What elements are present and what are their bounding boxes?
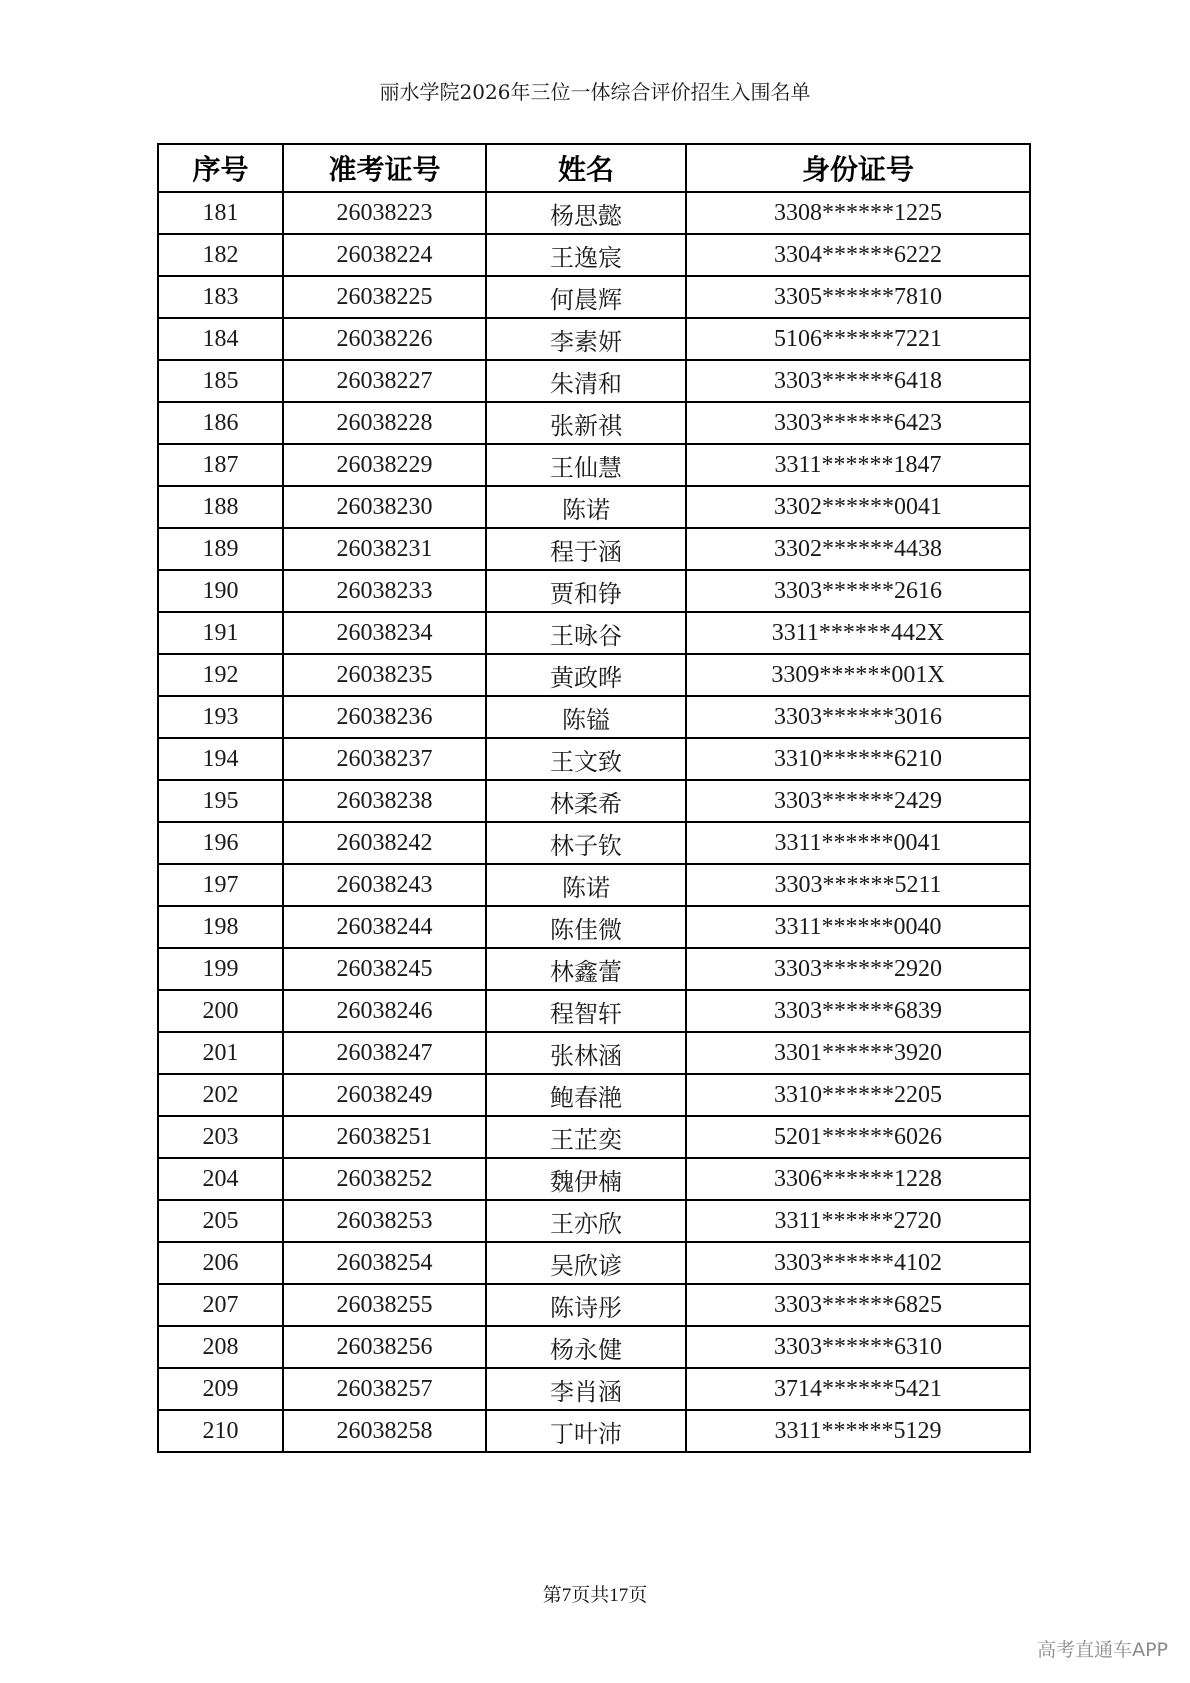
table-row xyxy=(158,1032,1030,1074)
cell-seq: 202 xyxy=(158,1074,283,1116)
table-row xyxy=(158,1158,1030,1200)
cell-id-no: 3311******0040 xyxy=(686,906,1030,948)
cell-id-no: 3303******6825 xyxy=(686,1284,1030,1326)
cell-seq: 181 xyxy=(158,192,283,234)
table-row xyxy=(158,1410,1030,1452)
cell-seq: 205 xyxy=(158,1200,283,1242)
cell-seq: 196 xyxy=(158,822,283,864)
table-row xyxy=(158,1200,1030,1242)
cell-seq: 209 xyxy=(158,1368,283,1410)
cell-name: 杨永健 xyxy=(486,1326,686,1368)
cell-name: 王亦欣 xyxy=(486,1200,686,1242)
table-row xyxy=(158,402,1030,444)
table-row xyxy=(158,780,1030,822)
cell-id-no: 3303******6310 xyxy=(686,1326,1030,1368)
header-seq: 序号 xyxy=(158,144,283,192)
cell-exam-no: 26038228 xyxy=(283,402,486,444)
cell-name: 王逸宸 xyxy=(486,234,686,276)
cell-name: 李素妍 xyxy=(486,318,686,360)
cell-seq: 184 xyxy=(158,318,283,360)
cell-seq: 207 xyxy=(158,1284,283,1326)
cell-exam-no: 26038233 xyxy=(283,570,486,612)
cell-name: 杨思懿 xyxy=(486,192,686,234)
header-id-no: 身份证号 xyxy=(686,144,1030,192)
table-row xyxy=(158,654,1030,696)
cell-name: 黄政晔 xyxy=(486,654,686,696)
cell-exam-no: 26038235 xyxy=(283,654,486,696)
cell-seq: 208 xyxy=(158,1326,283,1368)
cell-exam-no: 26038251 xyxy=(283,1116,486,1158)
cell-id-no: 3303******2429 xyxy=(686,780,1030,822)
cell-name: 程于涵 xyxy=(486,528,686,570)
cell-name: 陈诺 xyxy=(486,486,686,528)
cell-id-no: 3310******6210 xyxy=(686,738,1030,780)
cell-id-no: 3302******4438 xyxy=(686,528,1030,570)
cell-exam-no: 26038247 xyxy=(283,1032,486,1074)
cell-exam-no: 26038227 xyxy=(283,360,486,402)
table-row xyxy=(158,486,1030,528)
header-exam-no: 准考证号 xyxy=(283,144,486,192)
cell-id-no: 3304******6222 xyxy=(686,234,1030,276)
cell-name: 张林涵 xyxy=(486,1032,686,1074)
cell-exam-no: 26038258 xyxy=(283,1410,486,1452)
cell-id-no: 5201******6026 xyxy=(686,1116,1030,1158)
cell-name: 鲍春滟 xyxy=(486,1074,686,1116)
table-header-row xyxy=(158,144,1030,192)
cell-exam-no: 26038242 xyxy=(283,822,486,864)
cell-id-no: 3303******4102 xyxy=(686,1242,1030,1284)
cell-seq: 197 xyxy=(158,864,283,906)
cell-seq: 185 xyxy=(158,360,283,402)
cell-name: 王文致 xyxy=(486,738,686,780)
cell-name: 贾和铮 xyxy=(486,570,686,612)
cell-seq: 194 xyxy=(158,738,283,780)
cell-id-no: 3306******1228 xyxy=(686,1158,1030,1200)
cell-seq: 204 xyxy=(158,1158,283,1200)
cell-name: 王仙慧 xyxy=(486,444,686,486)
cell-seq: 191 xyxy=(158,612,283,654)
cell-exam-no: 26038244 xyxy=(283,906,486,948)
cell-name: 吴欣谚 xyxy=(486,1242,686,1284)
cell-id-no: 3303******6423 xyxy=(686,402,1030,444)
cell-id-no: 5106******7221 xyxy=(686,318,1030,360)
cell-seq: 201 xyxy=(158,1032,283,1074)
cell-name: 丁叶沛 xyxy=(486,1410,686,1452)
cell-exam-no: 26038252 xyxy=(283,1158,486,1200)
cell-name: 陈镒 xyxy=(486,696,686,738)
cell-name: 程智轩 xyxy=(486,990,686,1032)
cell-id-no: 3311******0041 xyxy=(686,822,1030,864)
cell-seq: 189 xyxy=(158,528,283,570)
cell-exam-no: 26038255 xyxy=(283,1284,486,1326)
cell-id-no: 3311******1847 xyxy=(686,444,1030,486)
cell-exam-no: 26038236 xyxy=(283,696,486,738)
cell-exam-no: 26038254 xyxy=(283,1242,486,1284)
cell-seq: 193 xyxy=(158,696,283,738)
table-row xyxy=(158,570,1030,612)
cell-id-no: 3311******442X xyxy=(686,612,1030,654)
cell-exam-no: 26038229 xyxy=(283,444,486,486)
cell-name: 林鑫蕾 xyxy=(486,948,686,990)
cell-id-no: 3311******2720 xyxy=(686,1200,1030,1242)
table-row xyxy=(158,318,1030,360)
cell-exam-no: 26038237 xyxy=(283,738,486,780)
table-row xyxy=(158,276,1030,318)
cell-seq: 192 xyxy=(158,654,283,696)
cell-seq: 198 xyxy=(158,906,283,948)
cell-seq: 186 xyxy=(158,402,283,444)
cell-id-no: 3305******7810 xyxy=(686,276,1030,318)
cell-exam-no: 26038238 xyxy=(283,780,486,822)
cell-seq: 187 xyxy=(158,444,283,486)
cell-seq: 195 xyxy=(158,780,283,822)
cell-exam-no: 26038231 xyxy=(283,528,486,570)
table-row xyxy=(158,1326,1030,1368)
table-row xyxy=(158,1242,1030,1284)
cell-seq: 206 xyxy=(158,1242,283,1284)
cell-exam-no: 26038223 xyxy=(283,192,486,234)
cell-id-no: 3310******2205 xyxy=(686,1074,1030,1116)
table-row xyxy=(158,360,1030,402)
header-name: 姓名 xyxy=(486,144,686,192)
table-row xyxy=(158,990,1030,1032)
table-row xyxy=(158,1284,1030,1326)
table-row xyxy=(158,738,1030,780)
table-row xyxy=(158,234,1030,276)
table-row xyxy=(158,906,1030,948)
cell-name: 王芷奕 xyxy=(486,1116,686,1158)
cell-exam-no: 26038253 xyxy=(283,1200,486,1242)
cell-name: 陈诺 xyxy=(486,864,686,906)
table-row xyxy=(158,528,1030,570)
cell-id-no: 3302******0041 xyxy=(686,486,1030,528)
table-body xyxy=(158,192,1030,1452)
table-row xyxy=(158,444,1030,486)
table-row xyxy=(158,1116,1030,1158)
cell-name: 陈佳微 xyxy=(486,906,686,948)
cell-id-no: 3311******5129 xyxy=(686,1410,1030,1452)
cell-seq: 182 xyxy=(158,234,283,276)
cell-name: 何晨辉 xyxy=(486,276,686,318)
table-row xyxy=(158,612,1030,654)
cell-exam-no: 26038226 xyxy=(283,318,486,360)
cell-name: 魏伊楠 xyxy=(486,1158,686,1200)
document-title: 丽水学院2026年三位一体综合评价招生入围名单 xyxy=(379,80,811,104)
cell-name: 陈诗彤 xyxy=(486,1284,686,1326)
table-row xyxy=(158,1074,1030,1116)
cell-exam-no: 26038257 xyxy=(283,1368,486,1410)
cell-id-no: 3714******5421 xyxy=(686,1368,1030,1410)
cell-id-no: 3308******1225 xyxy=(686,192,1030,234)
cell-name: 林子钦 xyxy=(486,822,686,864)
table-row xyxy=(158,822,1030,864)
cell-name: 朱清和 xyxy=(486,360,686,402)
cell-exam-no: 26038230 xyxy=(283,486,486,528)
cell-exam-no: 26038256 xyxy=(283,1326,486,1368)
cell-id-no: 3303******2920 xyxy=(686,948,1030,990)
cell-name: 张新祺 xyxy=(486,402,686,444)
cell-name: 李肖涵 xyxy=(486,1368,686,1410)
page-indicator: 第7页共17页 xyxy=(542,1585,648,1606)
cell-seq: 210 xyxy=(158,1410,283,1452)
cell-id-no: 3303******3016 xyxy=(686,696,1030,738)
cell-exam-no: 26038249 xyxy=(283,1074,486,1116)
cell-id-no: 3303******6839 xyxy=(686,990,1030,1032)
cell-id-no: 3303******5211 xyxy=(686,864,1030,906)
cell-seq: 203 xyxy=(158,1116,283,1158)
table-row xyxy=(158,864,1030,906)
cell-exam-no: 26038246 xyxy=(283,990,486,1032)
cell-name: 王咏谷 xyxy=(486,612,686,654)
table-row xyxy=(158,948,1030,990)
cell-seq: 183 xyxy=(158,276,283,318)
cell-id-no: 3309******001X xyxy=(686,654,1030,696)
cell-name: 林柔希 xyxy=(486,780,686,822)
table-row xyxy=(158,1368,1030,1410)
cell-exam-no: 26038234 xyxy=(283,612,486,654)
cell-exam-no: 26038243 xyxy=(283,864,486,906)
cell-seq: 188 xyxy=(158,486,283,528)
watermark: 高考直通车APP xyxy=(1037,1639,1168,1661)
cell-seq: 200 xyxy=(158,990,283,1032)
admission-roster-table xyxy=(157,143,1031,1453)
cell-id-no: 3303******2616 xyxy=(686,570,1030,612)
cell-id-no: 3303******6418 xyxy=(686,360,1030,402)
cell-seq: 190 xyxy=(158,570,283,612)
cell-exam-no: 26038225 xyxy=(283,276,486,318)
table-row xyxy=(158,192,1030,234)
cell-exam-no: 26038245 xyxy=(283,948,486,990)
cell-seq: 199 xyxy=(158,948,283,990)
cell-exam-no: 26038224 xyxy=(283,234,486,276)
table-row xyxy=(158,696,1030,738)
cell-id-no: 3301******3920 xyxy=(686,1032,1030,1074)
